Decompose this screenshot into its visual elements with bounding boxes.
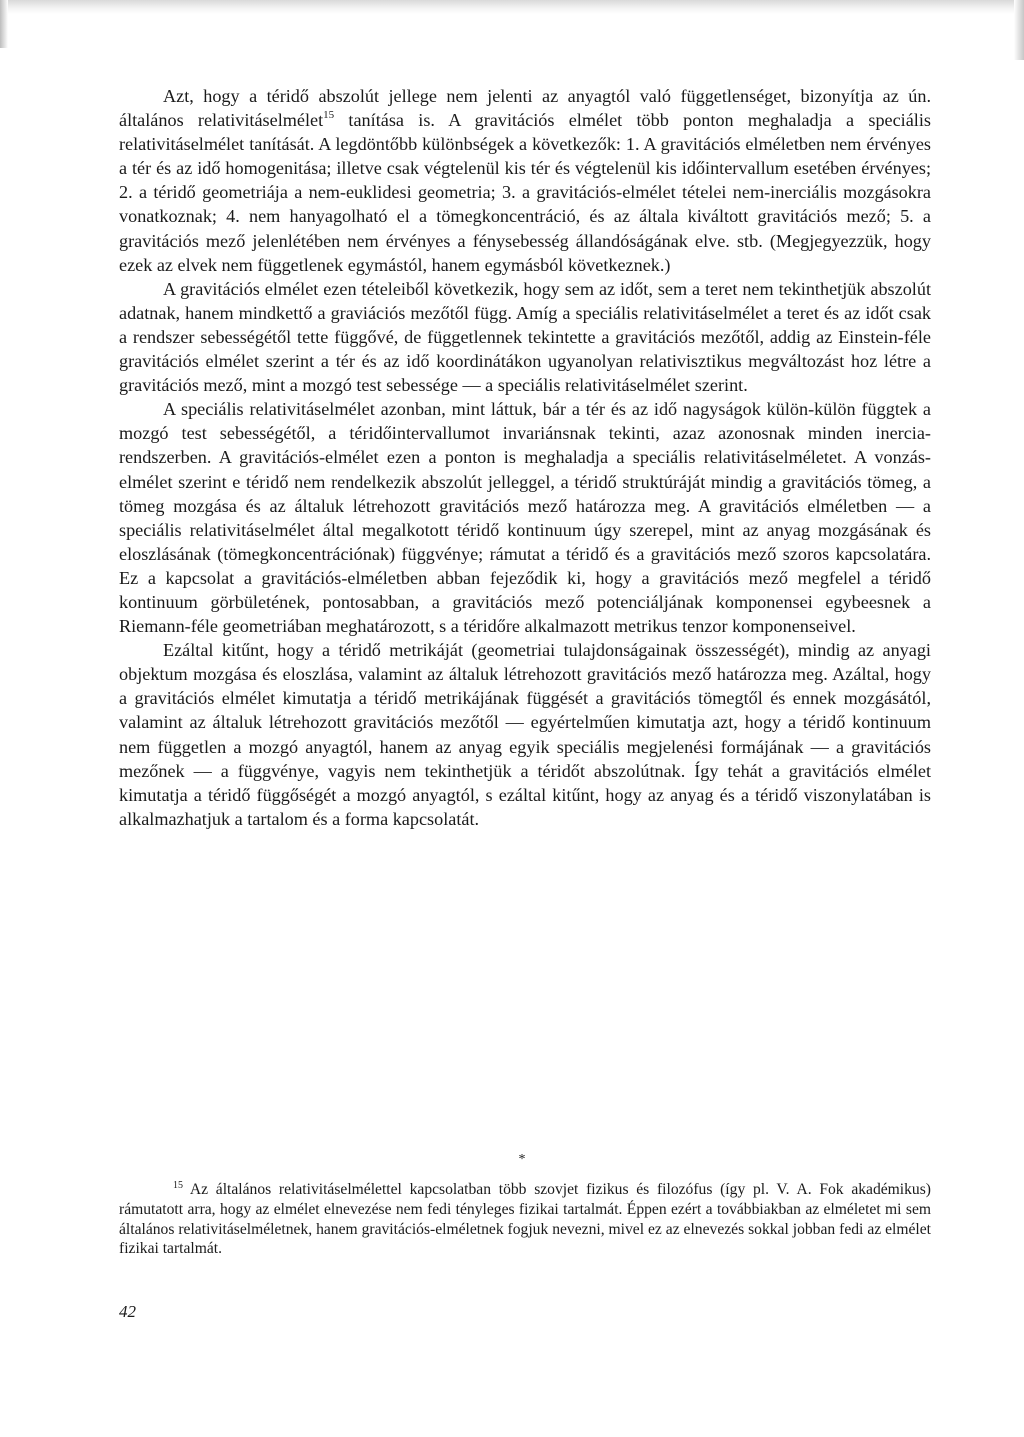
main-text: [119, 84, 931, 831]
paragraph-3: A speciális relativitáselmélet azonban, mint láttuk, bár a tér és az idő nagyságok külön-külön függtek a mozgó test sebességétől, a téridőintervallumot invariánsnak tekinti, azaz azonosnak minden inercia-rendszerben. A gravitációs-elmélet ezen a ponton is meghaladja a speciális relativitáselméletet. A vonzás-elmélet szerint e téridő nem rendelkezik abszolút jelleggel, a téridő struktúráját mindig a gravitációs tömeg, a tömeg mozgása és az általuk létrehozott gravitációs mező határozza meg. A gravitációs elméletben — a speciális relativitáselmélet által megalkotott téridő kontinuum úgy szerepel, mint az anyag mozgásának és eloszlásának (tömegkoncentrációnak) függvénye; rámutat a téridő és a gravitációs mező szoros kapcsolatára. Ez a kapcsolat a gravitációs-elméletben abban fejeződik ki, hogy a gravitációs mező megfelel a téridő kontinuum görbületének, pontosabban, a gravitációs mező potenciáljának komponensei egybeesnek a Riemann-féle geometriában meghatározott, s a téridőre alkalmazott metrikus tenzor komponenseivel.: [119, 399, 931, 637]
page-number: 42: [119, 1302, 136, 1321]
footnote-mark: 15: [173, 1180, 183, 1191]
footnote-reference[interactable]: 15: [323, 109, 335, 122]
scan-edge-top: [0, 0, 1024, 14]
paragraph-1: [119, 84, 931, 277]
footnote: [119, 1180, 931, 1259]
scan-edge-left: [0, 0, 8, 48]
paragraph-2: A gravitációs elmélet ezen tételeiből következik, hogy sem az időt, sem a teret nem tekinthetjük abszolút adatnak, hanem mindkettő a graviációs mezőtől függ. Amíg a speciális relativitáselmélet a teret és az időt csak a rendszer sebességétől tette függővé, de függetlennek tekintette a gravitációs mezőtől, addig az Einstein-féle gravitációs elmélet szerint a tér és az idő koordinátákon ugyanolyan relativisztikus megváltozást hoz létre a gravitációs mező, mint a mozgó test sebessége — a speciális relativitáselmélet szerint.: [119, 278, 931, 396]
section-separator: *: [518, 1152, 526, 1167]
paragraph-4: Ezáltal kitűnt, hogy a téridő metrikáját (geometriai tulajdonságainak összességét), mindig az anyagi objektum mozgása és eloszlása, valamint az általuk létrehozott gravitációs mező határozza meg. Azáltal, hogy a gravitációs elmélet kimutatja a téridő metrikájának függését a gravitációs tömegtől és ennek mozgásától, valamint az általuk létrehozott gravitációs mezőtől — egyértelműen kimutatja azt, hogy a téridő kontinuum nem független a mozgó anyagtól, hanem az anyag egyik speciális megjelenési formájának — a gravitációs mezőnek — a függvénye, vagyis nem tekinthetjük a téridőt abszolútnak. Így tehát a gravitációs elmélet kimutatja a téridő függőségét a mozgó anyagtól, s ezáltal kitűnt, hogy az anyag és a téridő viszonylatában is alkalmazhatjuk a tartalom és a forma kapcsolatát.: [119, 640, 931, 829]
scan-edge-right: [1014, 0, 1024, 60]
paragraph-1-text: Azt, hogy a téridő abszolút jellege nem jelenti az anyagtól való függetlenséget, bizonyítja az ún. általános relativitáselmélet: [119, 86, 931, 131]
footnote-text: Az általános relativitáselmélettel kapcsolatban több szovjet fizikus és filozófus (így pl. V. A. Fok akadémikus) rámutatott arra, hogy az elmélet elnevezése nem fedi tényleges fizikai tartalmát. Éppen ezért a továbbiakban az elméletet mi sem általános relativitáselméletnek, hanem gravitációs-elméletnek fogjuk nevezni, mivel ez az elnevezés sokkal jobban fedi az elmélet fizikai tartalmát.: [119, 1181, 931, 1258]
paragraph-1-continuation: tanítása is. A gravitációs elmélet több ponton meghaladja a speciális relativitáselmélet tanítását. A legdöntőbb különbségek a következők: 1. A gravitációs elméletben nem érvényes a tér és az idő homogenitása; illetve csak végtelenül kis tér és végtelenül kis időintervallum esetében érvényes; 2. a téridő geometriája a nem-euklidesi geometria; 3. a gravitációs-elmélet tételei nem-inerciális mozgásokra vonatkoznak; 4. nem hanyagolható el a tömegkoncentráció, és az általa kiváltott gravitációs mező; 5. a gravitációs mező jelenlétében nem érvényes a fénysebesség állandóságának elve. stb. (Megjegyezzük, hogy ezek az elvek nem függetlenek egymástól, hanem egymásból következnek.): [119, 110, 931, 275]
